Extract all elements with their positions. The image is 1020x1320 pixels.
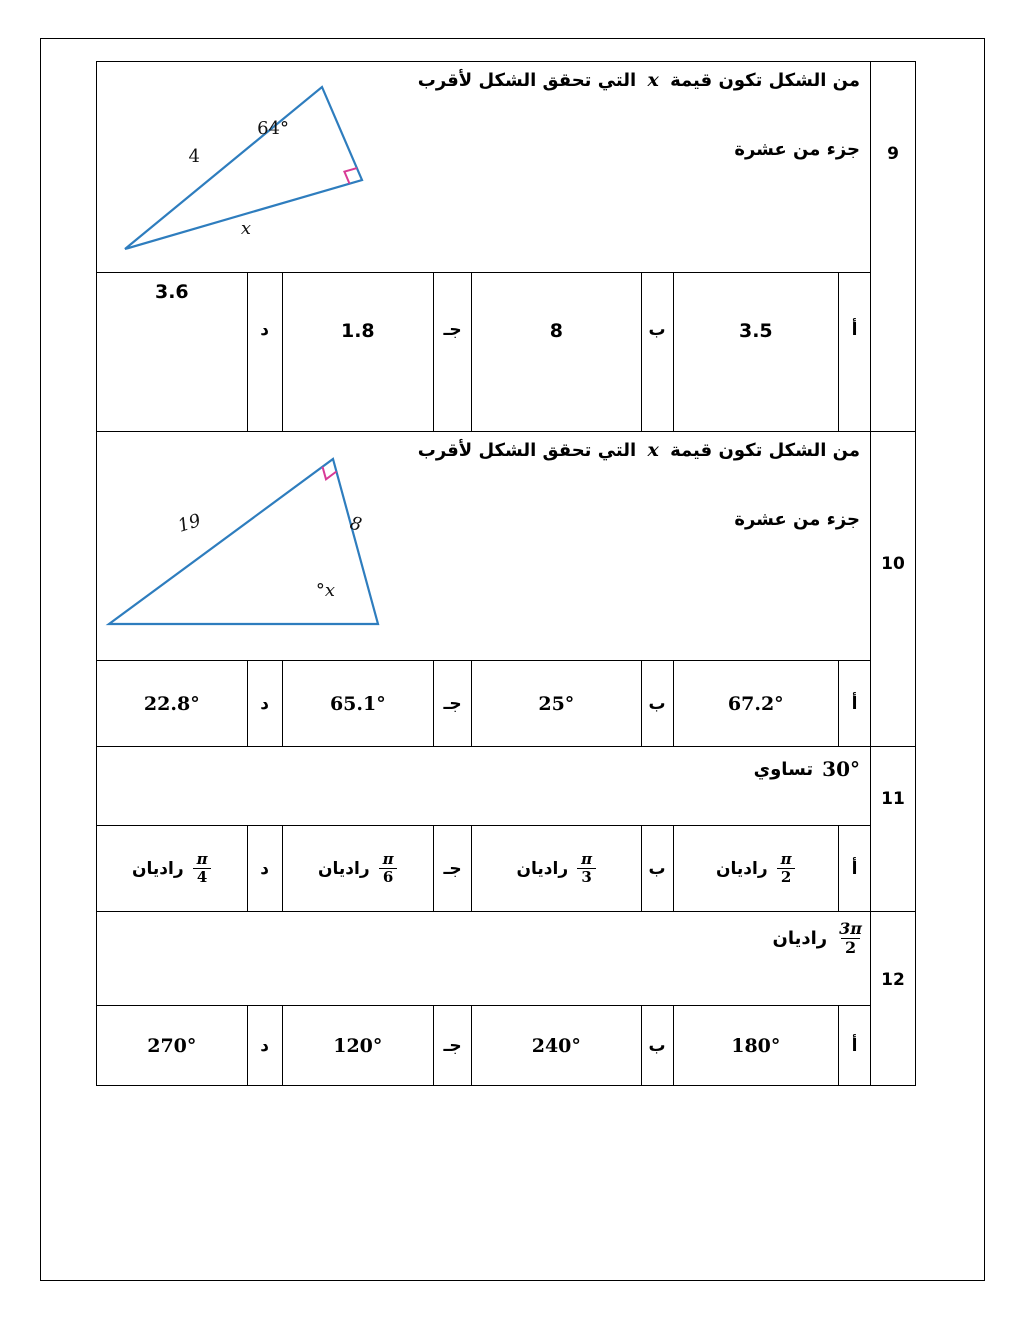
question-10-text-post: التي تحقق الشكل لأقرب xyxy=(417,440,637,461)
choice-value-j: 1.8 xyxy=(282,273,434,431)
question-9-triangle-figure xyxy=(105,62,405,267)
question-11-word: تساوي xyxy=(753,758,814,780)
radian-word: راديان xyxy=(318,858,370,879)
fraction-denominator: 3 xyxy=(577,868,595,886)
choice-value-a: 67.2° xyxy=(673,661,839,746)
choice-value-j: 65.1° xyxy=(282,661,434,746)
question-11-block xyxy=(97,747,915,912)
choice-value-a: 180° xyxy=(673,1006,839,1085)
question-9-variable: x xyxy=(647,69,659,91)
fraction-numerator: π xyxy=(196,849,208,868)
choice-letter-b: ب xyxy=(641,661,673,746)
choice-letter-d: د xyxy=(247,826,282,911)
question-12-content xyxy=(97,912,870,1085)
question-10-choices xyxy=(97,661,870,746)
question-11-content xyxy=(97,747,870,911)
choice-letter-a: أ xyxy=(838,661,870,746)
choice-letter-a: أ xyxy=(838,826,870,911)
side-19-label: 19 xyxy=(175,509,204,537)
question-11-line1 xyxy=(97,747,870,781)
choice-value-b xyxy=(471,826,641,911)
question-12-line1 xyxy=(97,912,870,958)
question-10-triangle-figure xyxy=(97,432,407,654)
choice-value-a xyxy=(673,826,839,911)
question-11-angle-value: 30° xyxy=(822,757,860,781)
choice-value-j xyxy=(282,826,434,911)
choice-letter-j: جـ xyxy=(433,661,471,746)
fraction xyxy=(777,851,796,887)
choice-letter-j: جـ xyxy=(433,273,471,431)
fraction-denominator: 4 xyxy=(193,868,211,886)
angle-x-label: x° xyxy=(315,580,335,601)
question-11-number: 11 xyxy=(870,747,915,911)
question-9-choices xyxy=(97,273,870,431)
choice-value-d: 22.8° xyxy=(143,692,200,715)
question-9-content xyxy=(97,62,870,431)
radian-word: راديان xyxy=(772,928,828,950)
question-10-line2: جزء من عشرة xyxy=(734,509,860,530)
question-9-text-post: التي تحقق الشكل لأقرب xyxy=(417,70,637,91)
choice-letter-b: ب xyxy=(641,273,673,431)
question-11-text-area xyxy=(97,747,870,826)
fraction-denominator: 2 xyxy=(777,868,795,886)
choice-value-b: 25° xyxy=(471,661,641,746)
angle-64-label: 64° xyxy=(257,118,289,139)
choice-letter-a: أ xyxy=(838,1006,870,1085)
fraction-numerator: π xyxy=(382,849,394,868)
choice-letter-d: د xyxy=(247,273,282,431)
question-10-text-area xyxy=(97,432,870,661)
fraction xyxy=(577,851,596,887)
fraction-numerator: π xyxy=(780,849,792,868)
right-angle-marker-icon xyxy=(323,467,337,480)
choice-value-d: 3.6 xyxy=(154,281,189,303)
radian-word: راديان xyxy=(132,858,184,879)
question-10-number: 10 xyxy=(870,432,915,746)
choice-letter-d: د xyxy=(247,1006,282,1085)
question-12-block xyxy=(97,912,915,1085)
fraction xyxy=(193,851,212,887)
question-10-content xyxy=(97,432,870,746)
question-9-number: 9 xyxy=(870,62,915,431)
question-10-text-pre: من الشكل تكون قيمة xyxy=(670,440,860,461)
fraction xyxy=(379,851,398,887)
fraction xyxy=(835,920,866,958)
fraction-denominator: 6 xyxy=(379,868,397,886)
choice-value-j: 120° xyxy=(282,1006,434,1085)
question-9-line2: جزء من عشرة xyxy=(734,139,860,160)
question-10-variable: x xyxy=(647,439,659,461)
radian-word: راديان xyxy=(716,858,768,879)
choice-value-a: 3.5 xyxy=(673,273,839,431)
choice-value-b: 240° xyxy=(471,1006,641,1085)
fraction-numerator: 3π xyxy=(839,919,862,938)
choice-letter-d: د xyxy=(247,661,282,746)
triangle-10-outline xyxy=(109,459,378,624)
fraction-denominator: 2 xyxy=(841,938,860,957)
question-9-block xyxy=(97,62,915,432)
side-8-label: 8 xyxy=(347,512,364,536)
fraction-numerator: π xyxy=(581,849,593,868)
choice-letter-b: ب xyxy=(641,826,673,911)
choice-value-d xyxy=(97,826,247,911)
choice-letter-a: أ xyxy=(838,273,870,431)
question-12-text-area xyxy=(97,912,870,1006)
radian-word: راديان xyxy=(516,858,569,879)
choice-letter-j: جـ xyxy=(433,1006,471,1085)
choice-value-b: 8 xyxy=(471,273,641,431)
question-12-number: 12 xyxy=(870,912,915,1085)
side-4-label: 4 xyxy=(188,146,200,167)
question-12-choices xyxy=(97,1006,870,1085)
question-9-text-area xyxy=(97,62,870,273)
question-10-block xyxy=(97,432,915,747)
choice-value-d: 270° xyxy=(147,1034,197,1057)
question-11-choices xyxy=(97,826,870,911)
page-border xyxy=(40,38,985,1281)
side-x-label: x xyxy=(240,218,251,239)
choice-letter-b: ب xyxy=(641,1006,673,1085)
question-9-text-pre: من الشكل تكون قيمة xyxy=(670,70,860,91)
choice-letter-j: جـ xyxy=(433,826,471,911)
questions-table xyxy=(96,61,916,1086)
